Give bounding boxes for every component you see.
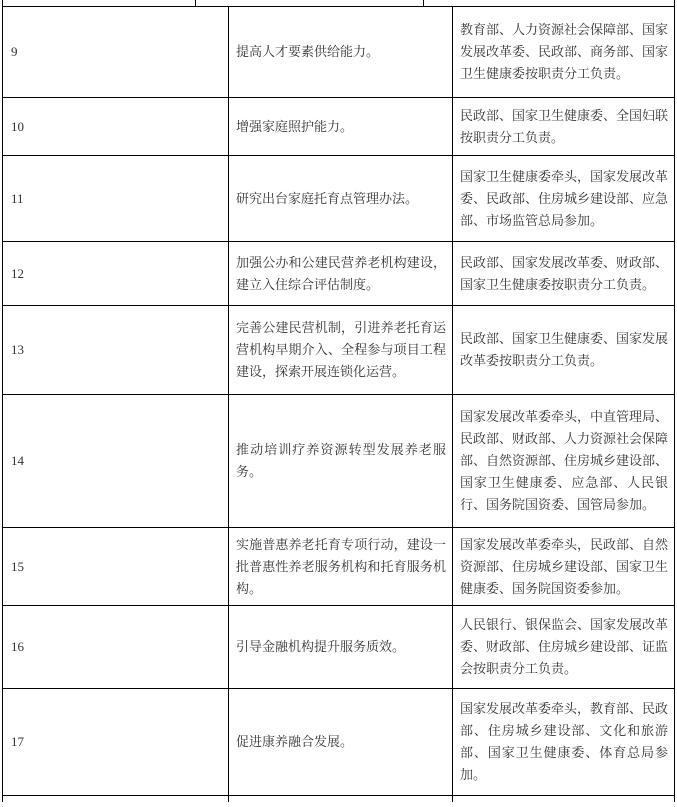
table-row — [3, 606, 675, 689]
table-row — [3, 689, 675, 796]
table-row — [3, 395, 675, 528]
table-row — [3, 242, 675, 306]
departments-cell: 国家发展改革委牵头，民政部、自然资源部、住房城乡建设部、国家卫生健康委、国务院国资委参加。 — [453, 528, 675, 606]
task-cell: 促进康养融合发展。 — [229, 689, 453, 796]
row-index-cell: 17 — [3, 689, 229, 796]
row-index-cell: 12 — [3, 242, 229, 306]
task-cell: 实施普惠养老托育专项行动，建设一批普惠性养老服务机构和托育服务机构。 — [229, 528, 453, 606]
task-cell: 完善公建民营机制，引进养老托育运营机构早期介入、全程参与项目工程建设，探索开展连锁化运营。 — [229, 306, 453, 395]
departments-cell: 民政部、国家发展改革委、财政部、国家卫生健康委按职责分工负责。 — [453, 242, 675, 306]
row-index-cell: 9 — [3, 7, 229, 98]
document-table-region — [2, 0, 674, 802]
row-index-cell: 10 — [3, 98, 229, 156]
departments-cell: 民政部、国家卫生健康委、全国妇联按职责分工负责。 — [453, 98, 675, 156]
task-cell: 提高人才要素供给能力。 — [229, 7, 453, 98]
table-row — [3, 98, 675, 156]
table-row — [3, 7, 675, 98]
departments-cell: 教育部、人力资源社会保障部、国家发展改革委、民政部、商务部、国家卫生健康委按职责分工负责。 — [453, 7, 675, 98]
next-row-partial — [2, 795, 675, 802]
table-row-partial-bottom — [3, 796, 675, 803]
table-row — [3, 306, 675, 395]
task-cell: 引导金融机构提升服务质效。 — [229, 606, 453, 689]
row-index-cell: 16 — [3, 606, 229, 689]
departments-cell: 民政部、国家卫生健康委、国家发展改革委按职责分工负责。 — [453, 306, 675, 395]
table-row — [3, 156, 675, 242]
task-cell: 研究出台家庭托育点管理办法。 — [229, 156, 453, 242]
departments-cell: 国家卫生健康委牵头，国家发展改革委、民政部、住房城乡建设部、应急部、市场监管总局参加。 — [453, 156, 675, 242]
task-cell: 增强家庭照护能力。 — [229, 98, 453, 156]
row-index-cell: 14 — [3, 395, 229, 528]
table-row — [3, 528, 675, 606]
task-cell: 推动培训疗养资源转型发展养老服务。 — [229, 395, 453, 528]
departments-cell: 国家发展改革委牵头，中直管理局、民政部、财政部、人力资源社会保障部、自然资源部、住房城乡建设部、国家卫生健康委、应急部、人民银行、国务院国资委、国管局参加。 — [453, 395, 675, 528]
row-index-cell: 15 — [3, 528, 229, 606]
departments-cell: 人民银行、银保监会、国家发展改革委、财政部、住房城乡建设部、证监会按职责分工负责。 — [453, 606, 675, 689]
responsibility-table — [2, 6, 675, 796]
partial-cell — [453, 796, 675, 803]
row-index-cell: 11 — [3, 156, 229, 242]
partial-cell — [229, 796, 453, 803]
row-index-cell: 13 — [3, 306, 229, 395]
departments-cell: 国家发展改革委牵头，教育部、民政部、住房城乡建设部、文化和旅游部、国家卫生健康委、体育总局参加。 — [453, 689, 675, 796]
task-cell: 加强公办和公建民营养老机构建设，建立入住综合评估制度。 — [229, 242, 453, 306]
partial-cell — [3, 796, 229, 803]
